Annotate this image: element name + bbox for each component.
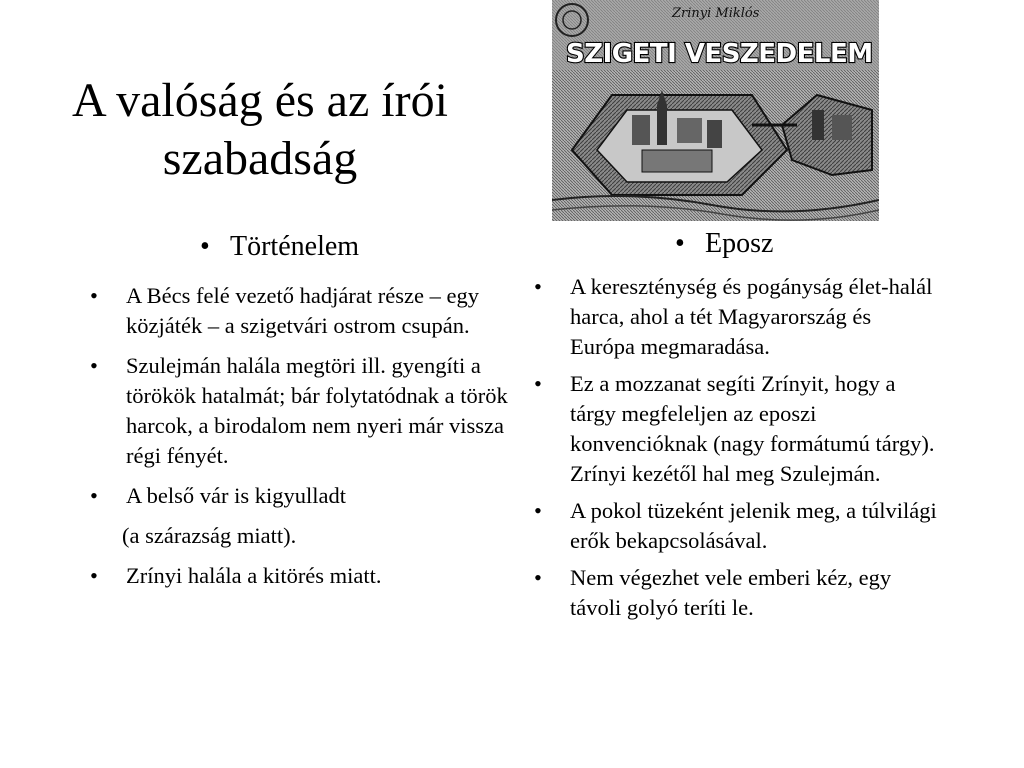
cover-author-text: Zrinyi Miklós (672, 6, 760, 21)
right-column-bullets (532, 272, 937, 630)
left-column-heading: • Történelem (200, 230, 359, 264)
bullet-item: • Nem végezhet vele emberi kéz, egy távoli golyó teríti le. (532, 563, 937, 623)
bullet-continuation-text: (a szárazság miatt). (122, 523, 297, 548)
bullet-item: • A Bécs felé vezető hadjárat része – egy közjáték – a szigetvári ostrom csupán. (88, 281, 508, 341)
right-column-heading: • Eposz (675, 227, 773, 261)
bullet-item: • A belső vár is kigyulladt (88, 481, 508, 511)
left-column-bullets (88, 281, 508, 601)
bullet-item: • Zrínyi halála a kitörés miatt. (88, 561, 508, 591)
slide-title (20, 72, 500, 188)
book-cover-image (552, 0, 879, 221)
bullet-item: • Szulejmán halála megtöri ill. gyengíti a törökök hatalmát; bár folytatódnak a török harcok, a birodalom nem nyeri már vissza régi fényét. (88, 351, 508, 471)
bullet-item: • Ez a mozzanat segíti Zrínyit, hogy a tárgy megfeleljen az eposzi konvencióknak (nagy formátumú tárgy). Zrínyi kezétől hal meg Szulejmán. (532, 369, 937, 489)
bullet-item: • A kereszténység és pogányság élet-halál harca, ahol a tét Magyarország és Európa megmaradása. (532, 272, 937, 362)
bullet-item: • A pokol tüzeként jelenik meg, a túlvilági erők bekapcsolásával. (532, 496, 937, 556)
slide-title-line-2: szabadság (162, 132, 358, 185)
cover-engraving (552, 0, 879, 221)
slide-title-line-1: A valóság és az írói (72, 74, 448, 127)
right-column-heading-list (675, 227, 773, 261)
bullet-continuation (88, 521, 508, 551)
left-column-heading-list (200, 230, 359, 264)
cover-title-text: SZIGETI VESZEDELEM (566, 39, 873, 69)
